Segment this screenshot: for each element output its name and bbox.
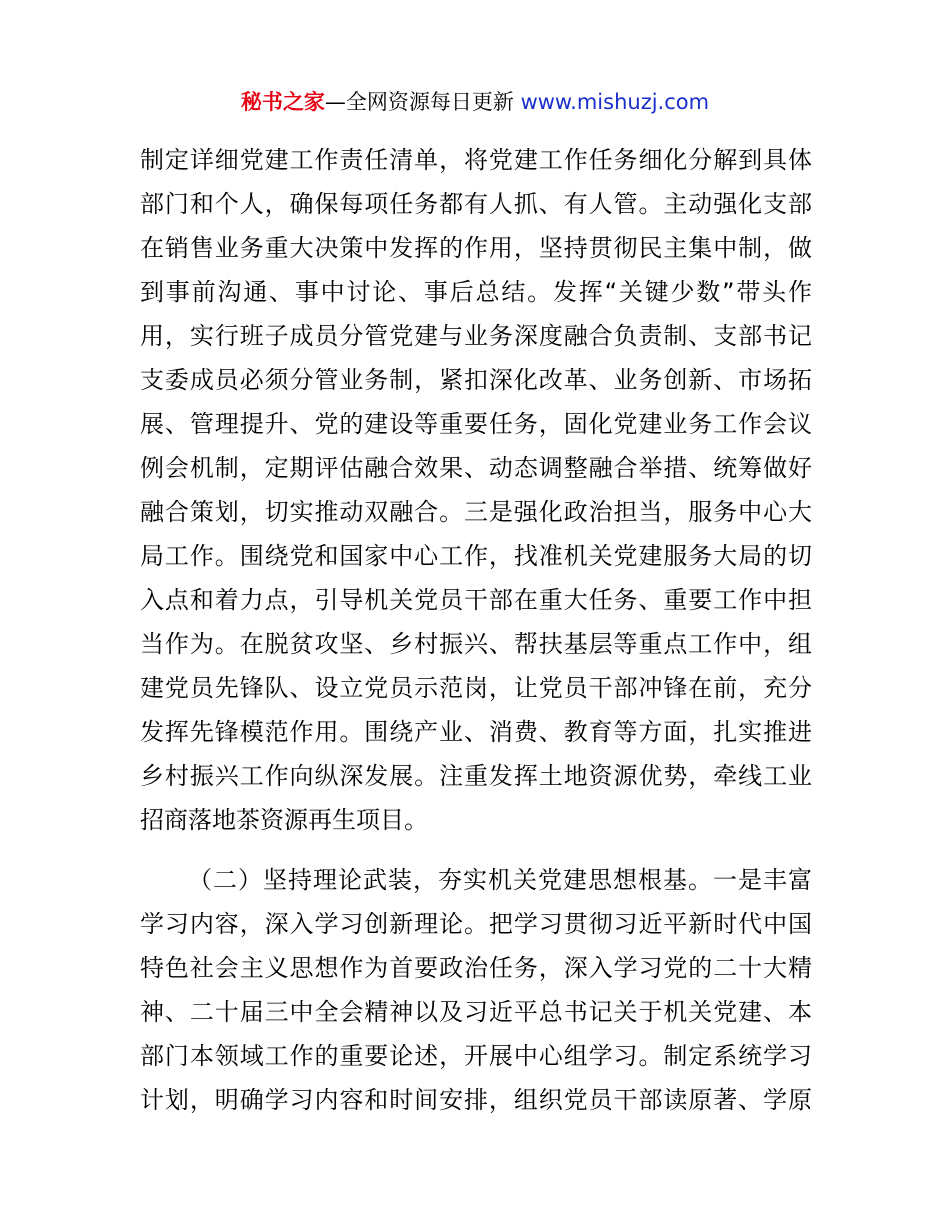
- text-line: 在销售业务重大决策中发挥的作用，坚持贯彻民主集中制，做: [140, 234, 812, 262]
- site-url-link[interactable]: www.mishuzj.com: [520, 90, 710, 114]
- text-line: 计划，明确学习内容和时间安排，组织党员干部读原著、学原: [140, 1086, 812, 1114]
- text-line: 入点和着力点，引导机关党员干部在重大任务、重要工作中担: [140, 586, 812, 614]
- text-line: 乡村振兴工作向纵深发展。注重发挥土地资源优势，牵线工业: [140, 762, 812, 790]
- text-line: 展、管理提升、党的建设等重要任务，固化党建业务工作会议: [140, 410, 812, 438]
- text-line: 局工作。围绕党和国家中心工作，找准机关党建服务大局的切: [140, 542, 812, 570]
- paragraph-1: [140, 138, 812, 842]
- page-header: [0, 86, 950, 118]
- text-line: （二）坚持理论武装，夯实机关党建思想根基。一是丰富: [188, 866, 812, 894]
- header-tagline: —全网资源每日更新: [324, 90, 514, 114]
- brand-name: 秘书之家: [240, 90, 325, 114]
- text-line: 到事前沟通、事中讨论、事后总结。发挥“关键少数”带头作: [140, 278, 812, 306]
- text-line: 融合策划，切实推动双融合。三是强化政治担当，服务中心大: [140, 498, 812, 526]
- text-line: 特色社会主义思想作为首要政治任务，深入学习党的二十大精: [140, 954, 812, 982]
- text-line: 发挥先锋模范作用。围绕产业、消费、教育等方面，扎实推进: [140, 718, 812, 746]
- text-line: 制定详细党建工作责任清单，将党建工作任务细化分解到具体: [140, 146, 812, 174]
- text-line: 用，实行班子成员分管党建与业务深度融合负责制、支部书记: [140, 322, 812, 350]
- paragraph-gap: [140, 842, 812, 858]
- text-line: 当作为。在脱贫攻坚、乡村振兴、帮扶基层等重点工作中，组: [140, 630, 812, 658]
- text-line: 例会机制，定期评估融合效果、动态调整融合举措、统筹做好: [140, 454, 812, 482]
- paragraph-2: [140, 858, 812, 1122]
- text-line: 学习内容，深入学习创新理论。把学习贯彻习近平新时代中国: [140, 910, 812, 938]
- text-line: 部门和个人，确保每项任务都有人抓、有人管。主动强化支部: [140, 190, 812, 218]
- text-line: 部门本领域工作的重要论述，开展中心组学习。制定系统学习: [140, 1042, 812, 1070]
- text-line: 建党员先锋队、设立党员示范岗，让党员干部冲锋在前，充分: [140, 674, 812, 702]
- text-line: 招商落地茶资源再生项目。: [140, 806, 428, 834]
- text-line: 支委成员必须分管业务制，紧扣深化改革、业务创新、市场拓: [140, 366, 812, 394]
- document-body: [140, 138, 812, 1122]
- text-line: 神、二十届三中全会精神以及习近平总书记关于机关党建、本: [140, 998, 812, 1026]
